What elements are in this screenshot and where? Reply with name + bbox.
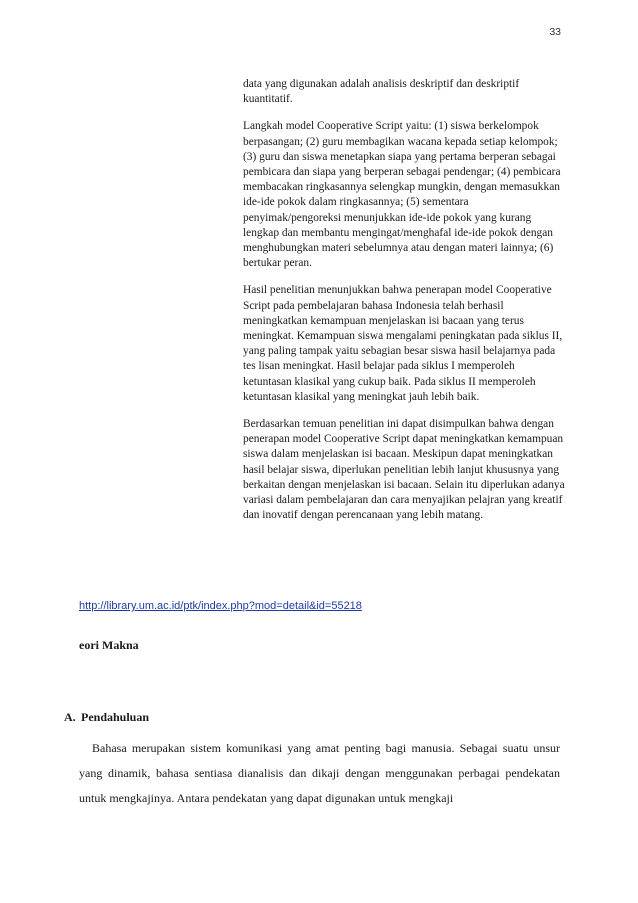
body-paragraph: Bahasa merupakan sistem komunikasi yang amat penting bagi manusia. Sebagai suatu unsur yang dinamik, bahasa sentiasa dianalisis dan dikaji dengan menggunakan perbagai pendekatan untuk mengkajinya. Antara pendekatan yang dapat digunakan untuk mengkaji [79,741,560,805]
section-letter: A. [64,710,76,724]
paragraph-analysis: data yang digunakan adalah analisis deskriptif dan deskriptif kuantitatif. [243,78,520,106]
paragraph-results: Hasil penelitian menunjukkan bahwa penerapan model Cooperative Script pada pembelajaran bahasa Indonesia telah berhasil meningkatkan kemampuan menjelaskan isi bacaan yang terus meningkat. Kemampuan siswa mengalami peningkatan pada siklus II, yang paling tampak yaitu sebagian besar siswa hasil belajarnya pada tes lisan meningkat. Hasil belajar pada siklus I memperoleh ketuntasan klasikal yang cukup baik. Pada siklus II memperoleh ketuntasan klasikal yang meningkat jauh lebih baik. [243,284,563,403]
section-title: Pendahuluan [81,710,150,724]
paragraph-conclusion: Berdasarkan temuan penelitian ini dapat disimpulkan bahwa dengan penerapan model Cooperative Script dapat meningkatkan kemampuan siswa dalam menjelaskan isi bacaan. Meskipun dapat meningkatkan hasil belajar siswa, diperlukan penelitian lebih lanjut khususnya yang berkaitan dengan menjelaskan isi bacaan. Selain itu diperlukan adanya variasi dalam pembelajaran dan cara menyajikan pelajran yang kreatif dan inovatif dengan perencanaan yang lebih matang. [243,418,565,522]
source-link[interactable]: http://library.um.ac.id/ptk/index.php?mod=detail&id=55218 [79,600,362,612]
section-heading [64,710,149,725]
subheading: eori Makna [79,638,139,652]
page-number: 33 [549,26,561,38]
summary-column [243,77,565,535]
paragraph-steps: Langkah model Cooperative Script yaitu: (1) siswa berkelompok berpasangan; (2) guru membagikan wacana kepada setiap kelompok; (3) guru dan siswa menetapkan siapa yang pertama berperan sebagai pembicara dan siapa yang berperan sebagai pendengar; (4) pembicara membacakan ringkasannya selengkap mungkin, dengan memasukkan ide-ide pokok dalam ringkasannya; (5) sementara penyimak/pengoreksi menunjukkan ide-ide pokok yang kurang lengkap dan membantu mengingat/menghafal ide-ide pokok dengan menghubungkan materi sebelumnya atau dengan materi lainnya; (6) bertukar peran. [243,120,561,270]
